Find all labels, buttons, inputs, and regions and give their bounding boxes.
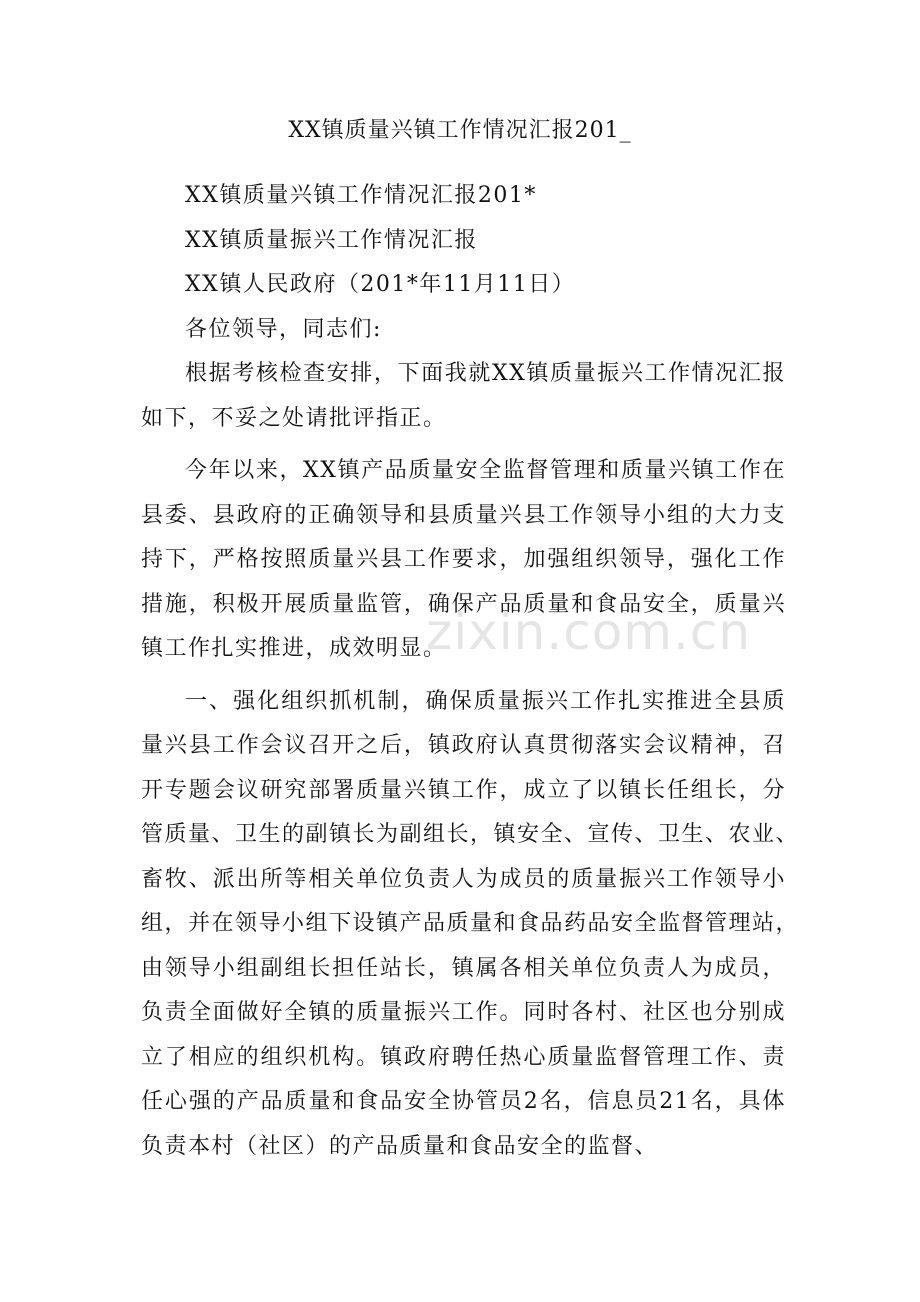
paragraph-intro bbox=[141, 352, 786, 441]
paragraph-overview bbox=[141, 449, 786, 672]
header-line-issuer-date: XX镇人民政府（201*年11月11日） bbox=[185, 272, 576, 297]
paragraph-line: 根据考核检查安排，下面我就XX镇质量振兴工作情况汇报 bbox=[185, 361, 786, 386]
paragraph-line: 县委、县政府的正确领导和县质量兴县工作领导小组的大力支 bbox=[141, 502, 786, 528]
paragraph-line: 一、强化组织抓机制，确保质量振兴工作扎实推进全县质 bbox=[185, 688, 786, 714]
paragraph-line: 措施，积极开展质量监管，确保产品质量和食品安全，质量兴 bbox=[141, 591, 786, 617]
salutation: 各位领导，同志们: bbox=[185, 316, 382, 342]
paragraph-line: 今年以来，XX镇产品质量安全监督管理和质量兴镇工作在 bbox=[185, 458, 786, 483]
paragraph-line: 由领导小组副组长担任站长，镇属各相关单位负责人为成员， bbox=[141, 955, 786, 981]
paragraph-line: 管质量、卫生的副镇长为副组长，镇安全、宣传、卫生、农业、 bbox=[141, 822, 800, 847]
document-title: XX镇质量兴镇工作情况汇报201_ bbox=[288, 118, 632, 143]
paragraph-line: 组，并在领导小组下设镇产品质量和食品药品安全监督管理站， bbox=[141, 911, 800, 936]
paragraph-line: 立了相应的组织机构。镇政府聘任热心质量监督管理工作、责 bbox=[141, 1044, 786, 1070]
paragraph-line: 负责全面做好全镇的质量振兴工作。同时各村、社区也分别成 bbox=[141, 1000, 786, 1025]
paragraph-line: 镇工作扎实推进，成效明显。 bbox=[141, 636, 447, 661]
document-body bbox=[141, 174, 800, 1169]
paragraph-line: 任心强的产品质量和食品安全协管员2名，信息员21名，具体 bbox=[141, 1089, 786, 1114]
paragraph-section-one bbox=[141, 680, 800, 1170]
paragraph-line: 量兴县工作会议召开之后，镇政府认真贯彻落实会议精神，召 bbox=[141, 733, 786, 758]
paragraph-line: 畜牧、派出所等相关单位负责人为成员的质量振兴工作领导小 bbox=[141, 866, 786, 892]
watermark-text: zixin.com.cn bbox=[426, 603, 752, 661]
header-line-doc-name: XX镇质量兴镇工作情况汇报201* bbox=[185, 183, 537, 208]
paragraph-line: 如下，不妥之处请批评指正。 bbox=[141, 405, 447, 431]
paragraph-line: 开专题会议研究部署质量兴镇工作，成立了以镇长任组长，分 bbox=[141, 777, 786, 803]
header-line-subject: XX镇质量振兴工作情况汇报 bbox=[185, 227, 478, 253]
paragraph-line: 负责本村（社区）的产品质量和食品安全的监督、 bbox=[141, 1133, 659, 1159]
paragraph-line: 持下，严格按照质量兴县工作要求，加强组织领导，强化工作 bbox=[141, 547, 786, 572]
